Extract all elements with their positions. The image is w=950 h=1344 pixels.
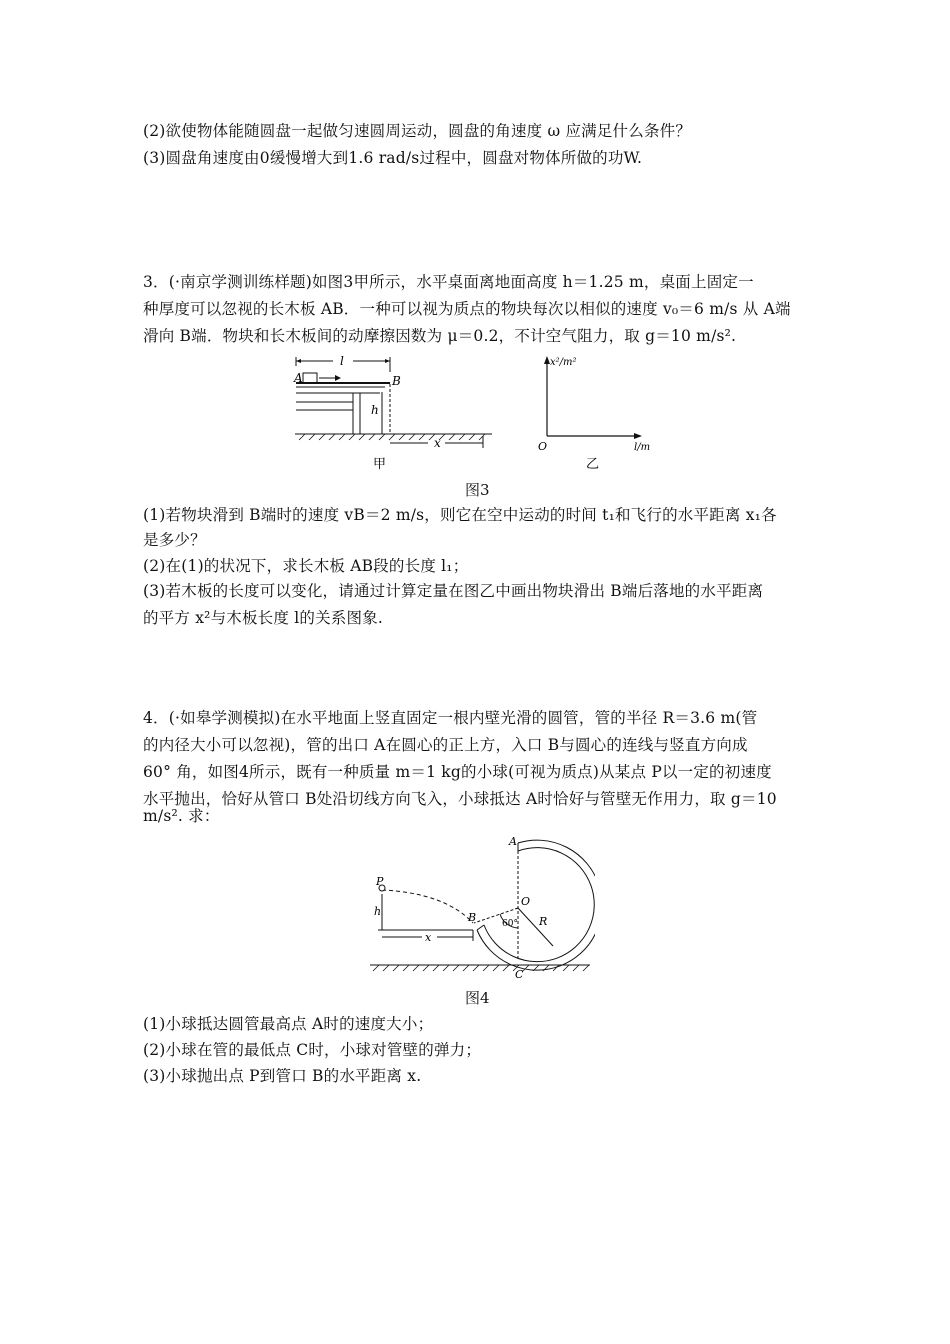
label-h4: h — [374, 905, 382, 918]
question-3-part-1-b: 是多少？ — [143, 531, 206, 549]
y-axis-label: x²/m² — [550, 357, 577, 368]
question-3-part-1-a: (1)若物块滑到 B端时的速度 vB＝2 m/s，则它在空中运动的时间 t₁和飞行的水平距离 x₁各 — [143, 506, 777, 524]
question-4-part-2: (2)小球在管的最低点 C时，小球对管壁的弹力； — [143, 1041, 482, 1059]
label-A4: A — [509, 835, 517, 848]
label-R: R — [539, 915, 548, 928]
question-4-line-3: 60° 角，如图4所示，既有一种质量 m＝1 kg的小球(可视为质点)从某点 P以一定的初速度 — [143, 763, 772, 781]
origin-label: O — [538, 440, 548, 453]
caption-yi: 乙 — [586, 457, 600, 472]
question-3-part-3-b: 的平方 x²与木板长度 l的关系图象. — [143, 609, 383, 627]
label-A: A — [294, 371, 303, 385]
label-h: h — [371, 403, 379, 417]
figure-3-left-diagram — [285, 352, 500, 472]
label-P: P — [376, 875, 384, 888]
label-l: l — [340, 354, 344, 368]
question-3-part-3-a: (3)若木板的长度可以变化，请通过计算定量在图乙中画出物块滑出 B端后落地的水平距离 — [143, 582, 764, 600]
label-x: x — [434, 436, 441, 450]
label-B4: B — [468, 911, 477, 924]
caption-jia: 甲 — [373, 457, 387, 472]
figure-3-right-axes — [530, 352, 670, 472]
question-4-line-2: 的内径大小可以忽视)，管的出口 A在圆心的正上方，入口 B与圆心的连线与竖直方向成 — [143, 736, 748, 754]
label-O: O — [521, 895, 531, 908]
label-x4: x — [425, 931, 432, 944]
question-4-part-3: (3)小球抛出点 P到管口 B的水平距离 x. — [143, 1067, 422, 1085]
figure-3-caption: 图3 — [465, 481, 490, 499]
figure-4-diagram — [365, 833, 595, 983]
label-B: B — [392, 374, 401, 388]
question-2-part-3: (3)圆盘角速度由0缓慢增大到1.6 rad/s过程中，圆盘对物体所做的功W. — [143, 149, 643, 167]
question-3-line-3: 滑向 B端．物块和长木板间的动摩擦因数为 μ＝0.2，不计空气阻力，取 g＝10 m/s². — [143, 327, 737, 345]
label-angle: 60° — [502, 919, 518, 929]
question-4-line-1: 4．(·如皋学测模拟)在水平地面上竖直固定一根内壁光滑的圆管，管的半径 R＝3.6 m(管 — [143, 709, 758, 727]
question-3-line-1: 3．(·南京学测训练样题)如图3甲所示，水平桌面离地面高度 h＝1.25 m，桌面上固定一 — [143, 273, 754, 291]
x-axis-label: l/m — [634, 442, 651, 453]
question-4-line-5: m/s². 求： — [143, 807, 220, 825]
question-4-part-1: (1)小球抵达圆管最高点 A时的速度大小； — [143, 1015, 434, 1033]
figure-4-caption: 图4 — [465, 989, 490, 1007]
label-C: C — [515, 968, 524, 981]
question-2-part-2: (2)欲使物体能随圆盘一起做匀速圆周运动，圆盘的角速度 ω 应满足什么条件？ — [143, 122, 692, 140]
question-3-line-2: 种厚度可以忽视的长木板 AB．一种可以视为质点的物块每次以相似的速度 v₀＝6 m/s 从 A端 — [143, 300, 791, 318]
question-3-part-2: (2)在(1)的状况下，求长木板 AB段的长度 l₁； — [143, 557, 469, 575]
question-4-line-4: 水平抛出，恰好从管口 B处沿切线方向飞入，小球抵达 A时恰好与管壁无作用力，取 g＝10 — [143, 790, 777, 808]
